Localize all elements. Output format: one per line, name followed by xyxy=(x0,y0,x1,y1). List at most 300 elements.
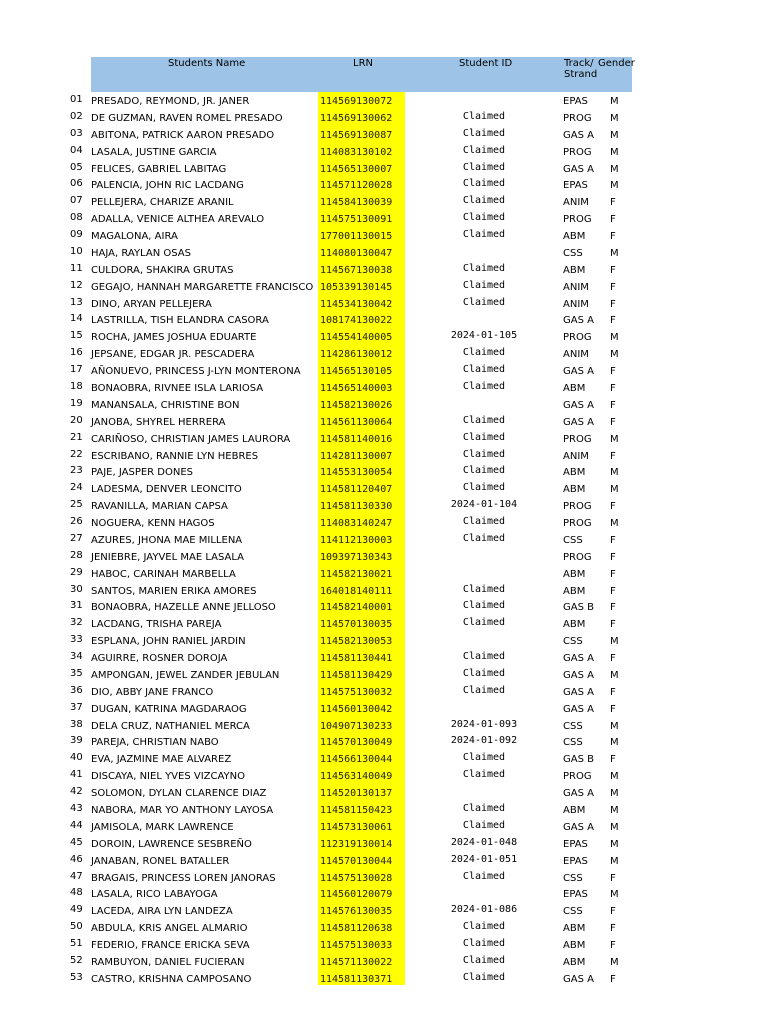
table-row xyxy=(0,313,768,330)
student-name: AMPONGAN, JEWEL ZANDER JEBULAN xyxy=(91,669,280,681)
track-strand-value: CSS xyxy=(563,906,583,918)
track-strand-value: EPAS xyxy=(563,96,588,107)
lrn-value: 114520130137 xyxy=(320,788,393,800)
track-strand-value: ABM xyxy=(563,264,586,276)
track-strand-value: ABM xyxy=(563,585,586,597)
gender-value: F xyxy=(610,197,616,209)
table-row xyxy=(0,550,768,567)
table-row xyxy=(0,634,768,651)
lrn-value: 114581130330 xyxy=(320,501,393,513)
student-name: CASTRO, KRISHNA CAMPOSANO xyxy=(91,973,252,985)
row-number: 44 xyxy=(70,819,83,831)
student-id-value: 2024-01-086 xyxy=(450,904,518,916)
gender-value: F xyxy=(610,416,616,428)
track-strand-value: ABM xyxy=(563,923,586,935)
student-id-value: Claimed xyxy=(462,803,506,814)
lrn-value: 114553130054 xyxy=(320,467,393,479)
track-strand-value: ABM xyxy=(563,619,586,631)
track-strand-value: ABM xyxy=(563,484,586,496)
student-id-value: Claimed xyxy=(462,617,506,629)
student-name: GEGAJO, HANNAH MARGARETTE FRANCISCO xyxy=(91,281,314,293)
student-name: AGUIRRE, ROSNER DOROJA xyxy=(91,653,228,664)
track-strand-value: CSS xyxy=(563,534,583,546)
lrn-value: 114083130102 xyxy=(320,146,393,158)
lrn-value: 177001130015 xyxy=(320,231,393,242)
table-row xyxy=(0,837,768,854)
table-row xyxy=(0,364,768,381)
row-number: 39 xyxy=(70,735,83,747)
table-row xyxy=(0,465,768,482)
track-strand-value: ABM xyxy=(563,805,586,816)
gender-value: M xyxy=(610,146,619,158)
student-name: FELICES, GABRIEL LABITAG xyxy=(91,163,227,175)
table-row xyxy=(0,533,768,550)
student-id-value: Claimed xyxy=(462,279,506,291)
gender-value: F xyxy=(610,686,616,698)
lrn-value: 114581140016 xyxy=(320,433,393,445)
student-id-value: Claimed xyxy=(462,516,506,527)
student-id-value: 2024-01-105 xyxy=(450,330,518,342)
student-id-value: Claimed xyxy=(462,347,506,359)
track-strand-value: GAS A xyxy=(563,703,594,715)
table-row xyxy=(0,786,768,803)
table-row xyxy=(0,145,768,162)
lrn-value: 114582130021 xyxy=(320,568,393,580)
student-id-value: Claimed xyxy=(462,532,506,544)
student-id-value: Claimed xyxy=(462,364,506,376)
student-name: JAMISOLA, MARK LAWRENCE xyxy=(91,821,234,833)
student-id-value: Claimed xyxy=(462,178,506,190)
lrn-value: 114565130007 xyxy=(320,163,393,175)
student-name: FEDERIO, FRANCE ERICKA SEVA xyxy=(91,940,250,951)
track-strand-value: GAS A xyxy=(563,129,594,141)
student-id-value: 2024-01-051 xyxy=(450,853,518,865)
gender-value: M xyxy=(610,788,619,800)
track-strand-value: PROG xyxy=(563,501,592,513)
student-name: JANOBA, SHYREL HERRERA xyxy=(91,416,226,428)
row-number: 41 xyxy=(70,769,83,781)
lrn-value: 164018140111 xyxy=(320,585,393,597)
student-name: PELLEJERA, CHARIZE ARANIL xyxy=(91,197,234,209)
lrn-value: 114569130072 xyxy=(320,96,393,107)
lrn-value: 114560130042 xyxy=(320,703,393,715)
table-row xyxy=(0,162,768,179)
student-id-value: Claimed xyxy=(462,144,506,156)
lrn-value: 114582140001 xyxy=(320,602,393,614)
student-id-value: Claimed xyxy=(462,938,506,949)
student-id-value: Claimed xyxy=(462,110,506,122)
gender-value: F xyxy=(610,973,616,985)
gender-value: F xyxy=(610,906,616,918)
row-number: 03 xyxy=(70,127,83,139)
table-row xyxy=(0,803,768,820)
gender-value: M xyxy=(610,467,619,479)
table-row xyxy=(0,668,768,685)
gender-value: M xyxy=(610,838,619,850)
gender-value: M xyxy=(610,737,619,749)
student-name: ESPLANA, JOHN RANIEL JARDIN xyxy=(91,636,246,648)
student-name: ROCHA, JAMES JOSHUA EDUARTE xyxy=(91,332,257,344)
track-strand-value: CSS xyxy=(563,720,583,732)
lrn-value: 105339130145 xyxy=(320,281,393,293)
student-name: RAMBUYON, DANIEL FUCIERAN xyxy=(91,956,245,968)
student-id-value: Claimed xyxy=(462,752,506,764)
student-id-value: Claimed xyxy=(462,161,506,173)
gender-value: M xyxy=(610,956,619,968)
student-name: DUGAN, KATRINA MAGDARAOG xyxy=(91,703,247,715)
track-strand-value: PROG xyxy=(563,146,592,158)
track-strand-value: ABM xyxy=(563,956,586,968)
table-row xyxy=(0,702,768,719)
track-strand-value: ABM xyxy=(563,467,586,479)
gender-value: M xyxy=(610,636,619,648)
lrn-value: 114565140003 xyxy=(320,383,393,394)
lrn-value: 114569130062 xyxy=(320,112,393,124)
table-row xyxy=(0,449,768,466)
gender-value: M xyxy=(610,669,619,681)
gender-value: F xyxy=(610,602,616,614)
row-number: 28 xyxy=(70,549,83,561)
student-name: PALENCIA, JOHN RIC LACDANG xyxy=(91,180,244,192)
lrn-value: 114563140049 xyxy=(320,771,393,783)
lrn-value: 114567130038 xyxy=(320,264,393,276)
row-number: 52 xyxy=(70,954,83,966)
lrn-value: 114581130429 xyxy=(320,669,393,681)
student-id-value: Claimed xyxy=(462,431,506,443)
track-strand-value: ANIM xyxy=(563,450,589,462)
track-strand-value: ABM xyxy=(563,940,586,951)
header-track-strand: Track/ Strand xyxy=(564,58,598,80)
track-strand-value: PROG xyxy=(563,112,592,124)
table-row xyxy=(0,854,768,871)
row-number: 07 xyxy=(70,195,83,207)
student-name: LASALA, RICO LABAYOGA xyxy=(91,889,218,901)
student-name: BONAOBRA, HAZELLE ANNE JELLOSO xyxy=(91,602,276,614)
gender-value: F xyxy=(610,872,616,884)
student-id-value: Claimed xyxy=(462,954,506,966)
student-name: LASTRILLA, TISH ELANDRA CASORA xyxy=(91,315,269,327)
table-row xyxy=(0,752,768,769)
student-name: DELA CRUZ, NATHANIEL MERCA xyxy=(91,720,250,732)
row-number: 35 xyxy=(70,667,83,679)
table-row xyxy=(0,651,768,668)
lrn-value: 114573130061 xyxy=(320,821,393,833)
lrn-value: 114534130042 xyxy=(320,298,393,310)
gender-value: F xyxy=(610,754,616,766)
table-row xyxy=(0,415,768,432)
lrn-value: 114561130064 xyxy=(320,416,393,428)
row-number: 53 xyxy=(70,971,83,983)
student-name: ABITONA, PATRICK AARON PRESADO xyxy=(91,129,275,141)
table-row xyxy=(0,280,768,297)
lrn-value: 114570130049 xyxy=(320,737,393,749)
student-name: ADALLA, VENICE ALTHEA AREVALO xyxy=(91,214,265,226)
table-row xyxy=(0,212,768,229)
gender-value: M xyxy=(610,805,619,816)
track-strand-value: EPAS xyxy=(563,838,588,850)
gender-value: F xyxy=(610,366,616,378)
gender-value: M xyxy=(610,247,619,259)
lrn-value: 112319130014 xyxy=(320,838,393,850)
student-id-value: Claimed xyxy=(462,465,506,477)
row-number: 50 xyxy=(70,921,83,933)
row-number: 46 xyxy=(70,853,83,865)
header-students-name: Students Name xyxy=(168,58,246,69)
gender-value: M xyxy=(610,855,619,867)
track-strand-value: EPAS xyxy=(563,180,588,192)
student-name: MAGALONA, AIRA xyxy=(91,231,178,242)
student-name: ABDULA, KRIS ANGEL ALMARIO xyxy=(91,923,248,935)
lrn-value: 114581150423 xyxy=(320,805,393,816)
table-row xyxy=(0,871,768,888)
table-row xyxy=(0,584,768,601)
gender-value: M xyxy=(610,771,619,783)
student-name: BRAGAIS, PRINCESS LOREN JANORAS xyxy=(91,872,276,884)
row-number: 33 xyxy=(70,634,83,646)
gender-value: M xyxy=(610,96,619,107)
row-number: 43 xyxy=(70,803,83,814)
student-name: AZURES, JHONA MAE MILLENA xyxy=(91,534,243,546)
lrn-value: 114565130105 xyxy=(320,366,393,378)
table-row xyxy=(0,887,768,904)
row-number: 11 xyxy=(70,262,83,274)
row-number: 18 xyxy=(70,381,83,392)
track-strand-value: ANIM xyxy=(563,349,589,361)
table-row xyxy=(0,685,768,702)
table-row xyxy=(0,972,768,989)
gender-value: M xyxy=(610,163,619,175)
student-name: JEPSANE, EDGAR JR. PESCADERA xyxy=(91,349,255,361)
track-strand-value: EPAS xyxy=(563,889,588,901)
row-number: 40 xyxy=(70,752,83,764)
row-number: 48 xyxy=(70,887,83,899)
gender-value: F xyxy=(610,214,616,226)
lrn-value: 114582130026 xyxy=(320,399,393,411)
track-strand-value: CSS xyxy=(563,636,583,648)
row-number: 27 xyxy=(70,532,83,544)
table-row xyxy=(0,178,768,195)
student-name: RAVANILLA, MARIAN CAPSA xyxy=(91,501,228,513)
gender-value: F xyxy=(610,619,616,631)
lrn-value: 114560120079 xyxy=(320,889,393,901)
table-row xyxy=(0,246,768,263)
student-name: DISCAYA, NIEL YVES VIZCAYNO xyxy=(91,771,246,783)
student-name: PAREJA, CHRISTIAN NABO xyxy=(91,737,219,749)
track-strand-value: GAS A xyxy=(563,315,594,327)
lrn-value: 114581130371 xyxy=(320,973,393,985)
gender-value: F xyxy=(610,534,616,546)
row-number: 15 xyxy=(70,330,83,342)
row-number: 26 xyxy=(70,516,83,527)
track-strand-value: GAS A xyxy=(563,686,594,698)
table-row xyxy=(0,769,768,786)
student-name: LACEDA, AIRA LYN LANDEZA xyxy=(91,906,233,918)
track-strand-value: CSS xyxy=(563,247,583,259)
track-strand-value: GAS A xyxy=(563,399,594,411)
student-name: HABOC, CARINAH MARBELLA xyxy=(91,568,236,580)
lrn-value: 114581120638 xyxy=(320,923,393,935)
student-id-value: Claimed xyxy=(462,684,506,696)
row-number: 05 xyxy=(70,161,83,173)
lrn-value: 114575130091 xyxy=(320,214,393,226)
student-name: LADESMA, DENVER LEONCITO xyxy=(91,484,242,496)
lrn-value: 114571120028 xyxy=(320,180,393,192)
student-name: CULDORA, SHAKIRA GRUTAS xyxy=(91,264,234,276)
gender-value: M xyxy=(610,349,619,361)
student-name: DE GUZMAN, RAVEN ROMEL PRESADO xyxy=(91,112,283,124)
row-number: 01 xyxy=(70,94,83,105)
gender-value: M xyxy=(610,518,619,529)
track-strand-value: ANIM xyxy=(563,281,589,293)
gender-value: M xyxy=(610,112,619,124)
table-row xyxy=(0,955,768,972)
table-row xyxy=(0,195,768,212)
gender-value: F xyxy=(610,231,616,242)
table-row xyxy=(0,111,768,128)
student-id-value: Claimed xyxy=(462,296,506,308)
table-row xyxy=(0,567,768,584)
track-strand-value: PROG xyxy=(563,551,592,563)
row-number: 04 xyxy=(70,144,83,156)
lrn-value: 114575130032 xyxy=(320,686,393,698)
lrn-value: 114566130044 xyxy=(320,754,393,766)
student-name: PAJE, JASPER DONES xyxy=(91,467,194,479)
track-strand-value: PROG xyxy=(563,332,592,344)
gender-value: M xyxy=(610,720,619,732)
student-id-value: Claimed xyxy=(462,212,506,224)
track-strand-value: GAS A xyxy=(563,653,594,664)
table-row xyxy=(0,229,768,246)
track-strand-value: CSS xyxy=(563,737,583,749)
gender-value: F xyxy=(610,551,616,563)
row-number: 02 xyxy=(70,110,83,122)
student-name: SANTOS, MARIEN ERIKA AMORES xyxy=(91,585,257,597)
row-number: 12 xyxy=(70,279,83,291)
table-row xyxy=(0,904,768,921)
table-row xyxy=(0,263,768,280)
track-strand-value: ANIM xyxy=(563,197,589,209)
row-number: 19 xyxy=(70,397,83,409)
student-id-value: 2024-01-104 xyxy=(450,499,518,511)
student-name: EVA, JAZMINE MAE ALVAREZ xyxy=(91,754,232,766)
table-row xyxy=(0,719,768,736)
track-strand-value: PROG xyxy=(563,518,592,529)
lrn-value: 114112130003 xyxy=(320,534,393,546)
track-strand-value: GAS A xyxy=(563,821,594,833)
gender-value: M xyxy=(610,129,619,141)
gender-value: F xyxy=(610,703,616,715)
track-strand-value: PROG xyxy=(563,433,592,445)
student-id-value: Claimed xyxy=(462,229,506,240)
track-strand-value: ABM xyxy=(563,383,586,394)
gender-value: M xyxy=(610,180,619,192)
row-number: 45 xyxy=(70,836,83,848)
track-strand-value: ABM xyxy=(563,568,586,580)
row-number: 32 xyxy=(70,617,83,629)
track-strand-value: GAS B xyxy=(563,602,594,614)
track-strand-value: EPAS xyxy=(563,855,588,867)
table-row xyxy=(0,516,768,533)
student-name: SOLOMON, DYLAN CLARENCE DIAZ xyxy=(91,788,267,800)
table-row xyxy=(0,381,768,398)
gender-value: M xyxy=(610,332,619,344)
header-lrn: LRN xyxy=(353,58,373,69)
row-number: 49 xyxy=(70,904,83,916)
row-number: 36 xyxy=(70,684,83,696)
row-number: 21 xyxy=(70,431,83,443)
student-id-value: Claimed xyxy=(462,921,506,933)
gender-value: M xyxy=(610,484,619,496)
lrn-value: 114575130033 xyxy=(320,940,393,951)
student-id-value: Claimed xyxy=(462,600,506,612)
student-name: DIO, ABBY JANE FRANCO xyxy=(91,686,214,698)
lrn-value: 114083140247 xyxy=(320,518,393,529)
student-name: JANABAN, RONEL BATALLER xyxy=(91,855,230,867)
table-row xyxy=(0,617,768,634)
row-number: 17 xyxy=(70,364,83,376)
track-strand-value: GAS A xyxy=(563,788,594,800)
gender-value: F xyxy=(610,585,616,597)
lrn-value: 109397130343 xyxy=(320,551,393,563)
lrn-value: 114571130022 xyxy=(320,956,393,968)
gender-value: M xyxy=(610,433,619,445)
table-row xyxy=(0,482,768,499)
student-name: JENIEBRE, JAYVEL MAE LASALA xyxy=(91,551,244,563)
track-strand-value: PROG xyxy=(563,214,592,226)
student-id-value: Claimed xyxy=(462,127,506,139)
row-number: 14 xyxy=(70,313,83,325)
row-number: 47 xyxy=(70,870,83,882)
row-number: 22 xyxy=(70,448,83,460)
row-number: 42 xyxy=(70,786,83,798)
gender-value: M xyxy=(610,889,619,901)
table-row xyxy=(0,921,768,938)
row-number: 20 xyxy=(70,414,83,426)
gender-value: F xyxy=(610,450,616,462)
table-row xyxy=(0,820,768,837)
header-student-id: Student ID xyxy=(459,58,513,69)
student-name: PRESADO, REYMOND, JR. JANER xyxy=(91,96,250,107)
lrn-value: 114570130044 xyxy=(320,855,393,867)
row-number: 09 xyxy=(70,229,83,240)
student-name: ESCRIBANO, RANNIE LYN HEBRES xyxy=(91,450,259,462)
lrn-value: 108174130022 xyxy=(320,315,393,327)
gender-value: F xyxy=(610,399,616,411)
lrn-value: 114582130053 xyxy=(320,636,393,648)
student-id-value: Claimed xyxy=(462,667,506,679)
row-number: 34 xyxy=(70,651,83,662)
student-name: LASALA, JUSTINE GARCIA xyxy=(91,146,217,158)
student-id-value: Claimed xyxy=(462,381,506,392)
row-number: 51 xyxy=(70,938,83,949)
table-row xyxy=(0,600,768,617)
row-number: 23 xyxy=(70,465,83,477)
lrn-value: 114575130028 xyxy=(320,872,393,884)
student-id-value: Claimed xyxy=(462,870,506,882)
lrn-value: 114584130039 xyxy=(320,197,393,209)
student-id-value: 2024-01-092 xyxy=(450,735,518,747)
header-gender: Gender xyxy=(598,58,635,69)
row-number: 06 xyxy=(70,178,83,190)
lrn-value: 114080130047 xyxy=(320,247,393,259)
gender-value: F xyxy=(610,568,616,580)
student-name: BONAOBRA, RIVNEE ISLA LARIOSA xyxy=(91,383,264,394)
student-name: NOGUERA, KENN HAGOS xyxy=(91,518,215,529)
row-number: 31 xyxy=(70,600,83,612)
track-strand-value: GAS A xyxy=(563,416,594,428)
gender-value: F xyxy=(610,298,616,310)
row-number: 29 xyxy=(70,566,83,578)
